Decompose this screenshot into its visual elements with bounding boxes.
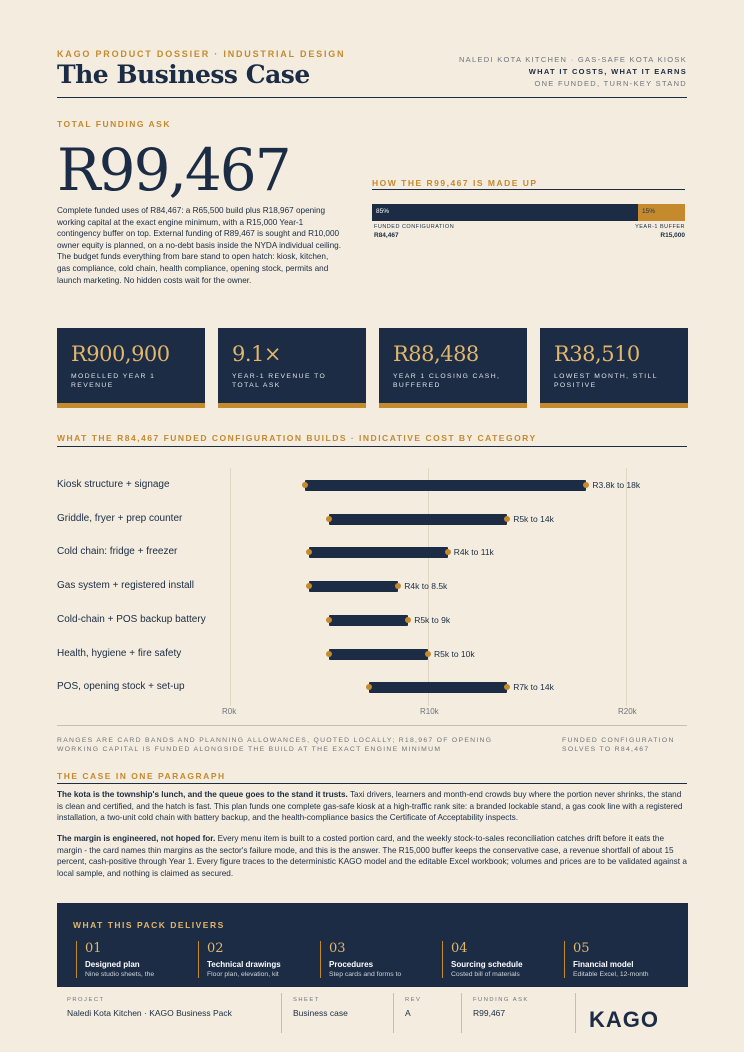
deliverable-number: 02 bbox=[207, 941, 224, 956]
deliverable-subtitle: Editable Excel, 12-month bbox=[573, 971, 649, 978]
deliverable-item bbox=[320, 941, 438, 978]
kpi-value: R38,510 bbox=[554, 342, 640, 366]
footer-value: Business case bbox=[293, 1008, 348, 1018]
made-up-section-title: HOW THE R99,467 IS MADE UP bbox=[372, 178, 538, 188]
deliverable-title: Technical drawings bbox=[207, 960, 281, 969]
chart-category-label: Cold chain: fridge + freezer bbox=[57, 546, 178, 558]
deliverable-item bbox=[442, 941, 560, 978]
chart-range-low-dot bbox=[326, 617, 332, 623]
chart-range-high-dot bbox=[405, 617, 411, 623]
chart-rule bbox=[57, 446, 687, 447]
page-title: The Business Case bbox=[57, 60, 310, 89]
footer-label: REV bbox=[405, 997, 422, 1003]
kpi-value: R900,900 bbox=[71, 342, 170, 366]
chart-range-low-dot bbox=[366, 684, 372, 690]
chart-range-label: R3.8k to 18k bbox=[592, 480, 641, 490]
chart-category-label: Griddle, fryer + prep counter bbox=[57, 512, 183, 524]
kpi-label: MODELLED YEAR 1 REVENUE bbox=[71, 373, 156, 389]
deliverable-title: Financial model bbox=[573, 960, 634, 969]
footer-label: SHEET bbox=[293, 997, 320, 1003]
chart-range-bar bbox=[329, 615, 408, 626]
case-p1-lead: The kota is the township's lunch, and the queue goes to the stand it trusts. bbox=[57, 790, 348, 799]
funding-paragraph: Complete funded uses of R84,467: a R65,500 build plus R18,967 opening working capital at the exact engine minimum, with a R15,000 Year-1 contingency buffer on top. External funding of R89,467 is sought and R10,000 owner equity is planned, on a no-debt basis inside the NYDA individual ceiling. The budget funds everything from bare stand to open hatch: kiosk, kitchen, gas compliance, cold chain, health compliance, opening stock, permits and launch marketing. No hidden costs wait for the owner. bbox=[57, 206, 342, 285]
deliverable-subtitle: Floor plan, elevation, kit bbox=[207, 971, 279, 978]
chart-range-label: R7k to 14k bbox=[513, 682, 554, 693]
chart-range-bar bbox=[305, 480, 586, 491]
kpi-card-revenue bbox=[57, 328, 205, 408]
funding-split-bar bbox=[372, 204, 685, 221]
chart-range-low-dot bbox=[326, 516, 332, 522]
chart-range-high-dot bbox=[504, 516, 510, 522]
deliverable-item bbox=[564, 941, 682, 978]
chart-tick-label: R10k bbox=[420, 707, 439, 716]
chart-tick-label: R0k bbox=[222, 707, 237, 716]
deliverable-title: Designed plan bbox=[85, 960, 140, 969]
funded-configuration-value: R84,467 bbox=[374, 232, 399, 239]
chart-range-label: R5k to 9k bbox=[414, 614, 451, 625]
funding-section-title: TOTAL FUNDING ASK bbox=[57, 119, 171, 129]
chart-tick-label: R20k bbox=[618, 707, 637, 716]
kpi-label: LOWEST MONTH, STILL POSITIVE bbox=[554, 373, 658, 389]
header-tagline: ONE FUNDED, TURN-KEY STAND bbox=[534, 79, 687, 88]
chart-footnote: RANGES ARE CARD BANDS AND PLANNING ALLOWANCES, QUOTED LOCALLY; R18,967 OF OPENING WORKING CAPITAL IS FUNDED ALONGSIDE THE BUILD AT THE EXACT ENGINE MINIMUM bbox=[57, 737, 493, 753]
dossier-kicker: KAGO PRODUCT DOSSIER · INDUSTRIAL DESIGN bbox=[57, 49, 346, 59]
funded-configuration-label: FUNDED CONFIGURATION bbox=[374, 224, 455, 230]
deliverable-number: 01 bbox=[85, 941, 102, 956]
chart-range-label: R4k to 8.5k bbox=[404, 581, 448, 592]
deliverable-number: 04 bbox=[451, 941, 468, 956]
chart-range-high-dot bbox=[395, 583, 401, 589]
chart-gridline bbox=[626, 468, 627, 706]
footer-value: Naledi Kota Kitchen · KAGO Business Pack bbox=[67, 1008, 232, 1018]
chart-solve-note: FUNDED CONFIGURATION SOLVES TO R84,467 bbox=[562, 737, 675, 753]
kpi-card-closing-cash bbox=[379, 328, 527, 408]
chart-range-low-dot bbox=[326, 651, 332, 657]
deliverables-title: WHAT THIS PACK DELIVERS bbox=[73, 920, 225, 930]
deliverable-title: Sourcing schedule bbox=[451, 960, 523, 969]
header-subtitle: WHAT IT COSTS, WHAT IT EARNS bbox=[528, 67, 687, 76]
footer-divider bbox=[393, 993, 394, 1033]
chart-range-bar bbox=[309, 547, 448, 558]
funding-amount: R99,467 bbox=[57, 136, 290, 204]
deliverable-subtitle: Costed bill of materials bbox=[451, 971, 520, 978]
buffer-label: YEAR-1 BUFFER bbox=[635, 224, 685, 230]
chart-range-high-dot bbox=[445, 549, 451, 555]
footer-label: FUNDING ASK bbox=[473, 997, 529, 1003]
chart-range-bar bbox=[329, 649, 428, 660]
chart-category-label: Cold-chain + POS backup battery bbox=[57, 613, 206, 625]
chart-title: WHAT THE R84,467 FUNDED CONFIGURATION BUILDS · INDICATIVE COST BY CATEGORY bbox=[57, 433, 537, 443]
chart-category-label: POS, opening stock + set-up bbox=[57, 681, 185, 693]
chart-gridline bbox=[230, 468, 231, 706]
deliverable-number: 03 bbox=[329, 941, 346, 956]
chart-range-high-dot bbox=[425, 651, 431, 657]
chart-bottom-rule bbox=[57, 725, 687, 726]
footer-divider bbox=[281, 993, 282, 1033]
case-rule bbox=[57, 783, 687, 784]
deliverables-panel bbox=[57, 903, 688, 987]
chart-range-high-dot bbox=[504, 684, 510, 690]
chart-range-label: R5k to 14k bbox=[513, 513, 554, 524]
chart-range-bar bbox=[369, 682, 508, 693]
made-up-rule bbox=[372, 189, 685, 190]
footer-divider bbox=[461, 993, 462, 1033]
chart-category-label: Gas system + registered install bbox=[57, 580, 194, 592]
footer-value: A bbox=[405, 1008, 411, 1018]
case-p2-lead: The margin is engineered, not hoped for. bbox=[57, 834, 216, 843]
case-p1-text: Taxi drivers, learners and month-end crowds buy where the portion never shrinks, the stand is clean and certified, and the hatch is fast. This plan funds one complete gas-safe kiosk at a high-traffic rank site: a branded lockable stand, a gas cook line with a registered installation, a two-unit cold chain with battery backup, and the health-compliance basics the Certificate of Acceptability inspects. bbox=[57, 790, 683, 823]
footer-sheet bbox=[293, 997, 348, 1018]
kpi-value: R88,488 bbox=[393, 342, 479, 366]
case-paragraph-1 bbox=[57, 789, 687, 824]
deliverable-number: 05 bbox=[573, 941, 590, 956]
kpi-card-multiple bbox=[218, 328, 366, 408]
deliverable-item bbox=[198, 941, 316, 978]
chart-range-label: R4k to 11k bbox=[453, 547, 494, 558]
header-rule bbox=[57, 97, 687, 98]
chart-range-high-dot bbox=[583, 482, 589, 488]
kpi-card-lowest-month bbox=[540, 328, 688, 408]
case-p2-text: Every menu item is built to a costed portion card, and the weekly stock-to-sales reconciliation catches drift before it eats the margin - the card names thin margins as the sector's failure mode, and this is the answer. The R15,000 buffer keeps the conservative case, a revenue shortfall of about 15 percent, cash-positive through Year 1. Every figure traces to the deterministic KAGO model and the editable Excel workbook; volumes and prices are to be validated against a local sample, and nothing is claimed as secured. bbox=[57, 834, 687, 878]
footer-value: R99,467 bbox=[473, 1008, 506, 1018]
footer-project bbox=[67, 997, 232, 1018]
kpi-label: YEAR 1 CLOSING CASH, BUFFERED bbox=[393, 373, 501, 389]
footer-rev bbox=[405, 997, 421, 1018]
chart-range-bar bbox=[329, 514, 507, 525]
chart-range-bar bbox=[309, 581, 398, 592]
buffer-value: R15,000 bbox=[660, 232, 685, 239]
buffer-segment: 15% bbox=[638, 204, 685, 221]
deliverable-subtitle: Nine studio sheets, the bbox=[85, 971, 155, 978]
footer-divider bbox=[575, 993, 576, 1033]
footer-label: PROJECT bbox=[67, 997, 105, 1003]
case-paragraph-2 bbox=[57, 833, 687, 879]
deliverable-title: Procedures bbox=[329, 960, 374, 969]
chart-category-label: Health, hygiene + fire safety bbox=[57, 647, 182, 659]
kpi-label: YEAR-1 REVENUE TO TOTAL ASK bbox=[232, 373, 327, 389]
chart-category-label: Kiosk structure + signage bbox=[57, 479, 170, 490]
deliverable-subtitle: Step cards and forms to bbox=[329, 971, 402, 978]
chart-range-label: R5k to 10k bbox=[434, 648, 475, 659]
kago-logo: KAGO bbox=[589, 1007, 659, 1032]
footer-ask bbox=[473, 997, 529, 1018]
deliverable-item bbox=[76, 941, 194, 978]
title-block-footer bbox=[57, 989, 688, 1052]
kpi-value: 9.1× bbox=[232, 342, 281, 366]
case-section-title: THE CASE IN ONE PARAGRAPH bbox=[57, 771, 226, 781]
header-project-line: NALEDI KOTA KITCHEN · GAS-SAFE KOTA KIOSK bbox=[458, 55, 687, 64]
funded-configuration-segment: 85% bbox=[372, 204, 638, 221]
